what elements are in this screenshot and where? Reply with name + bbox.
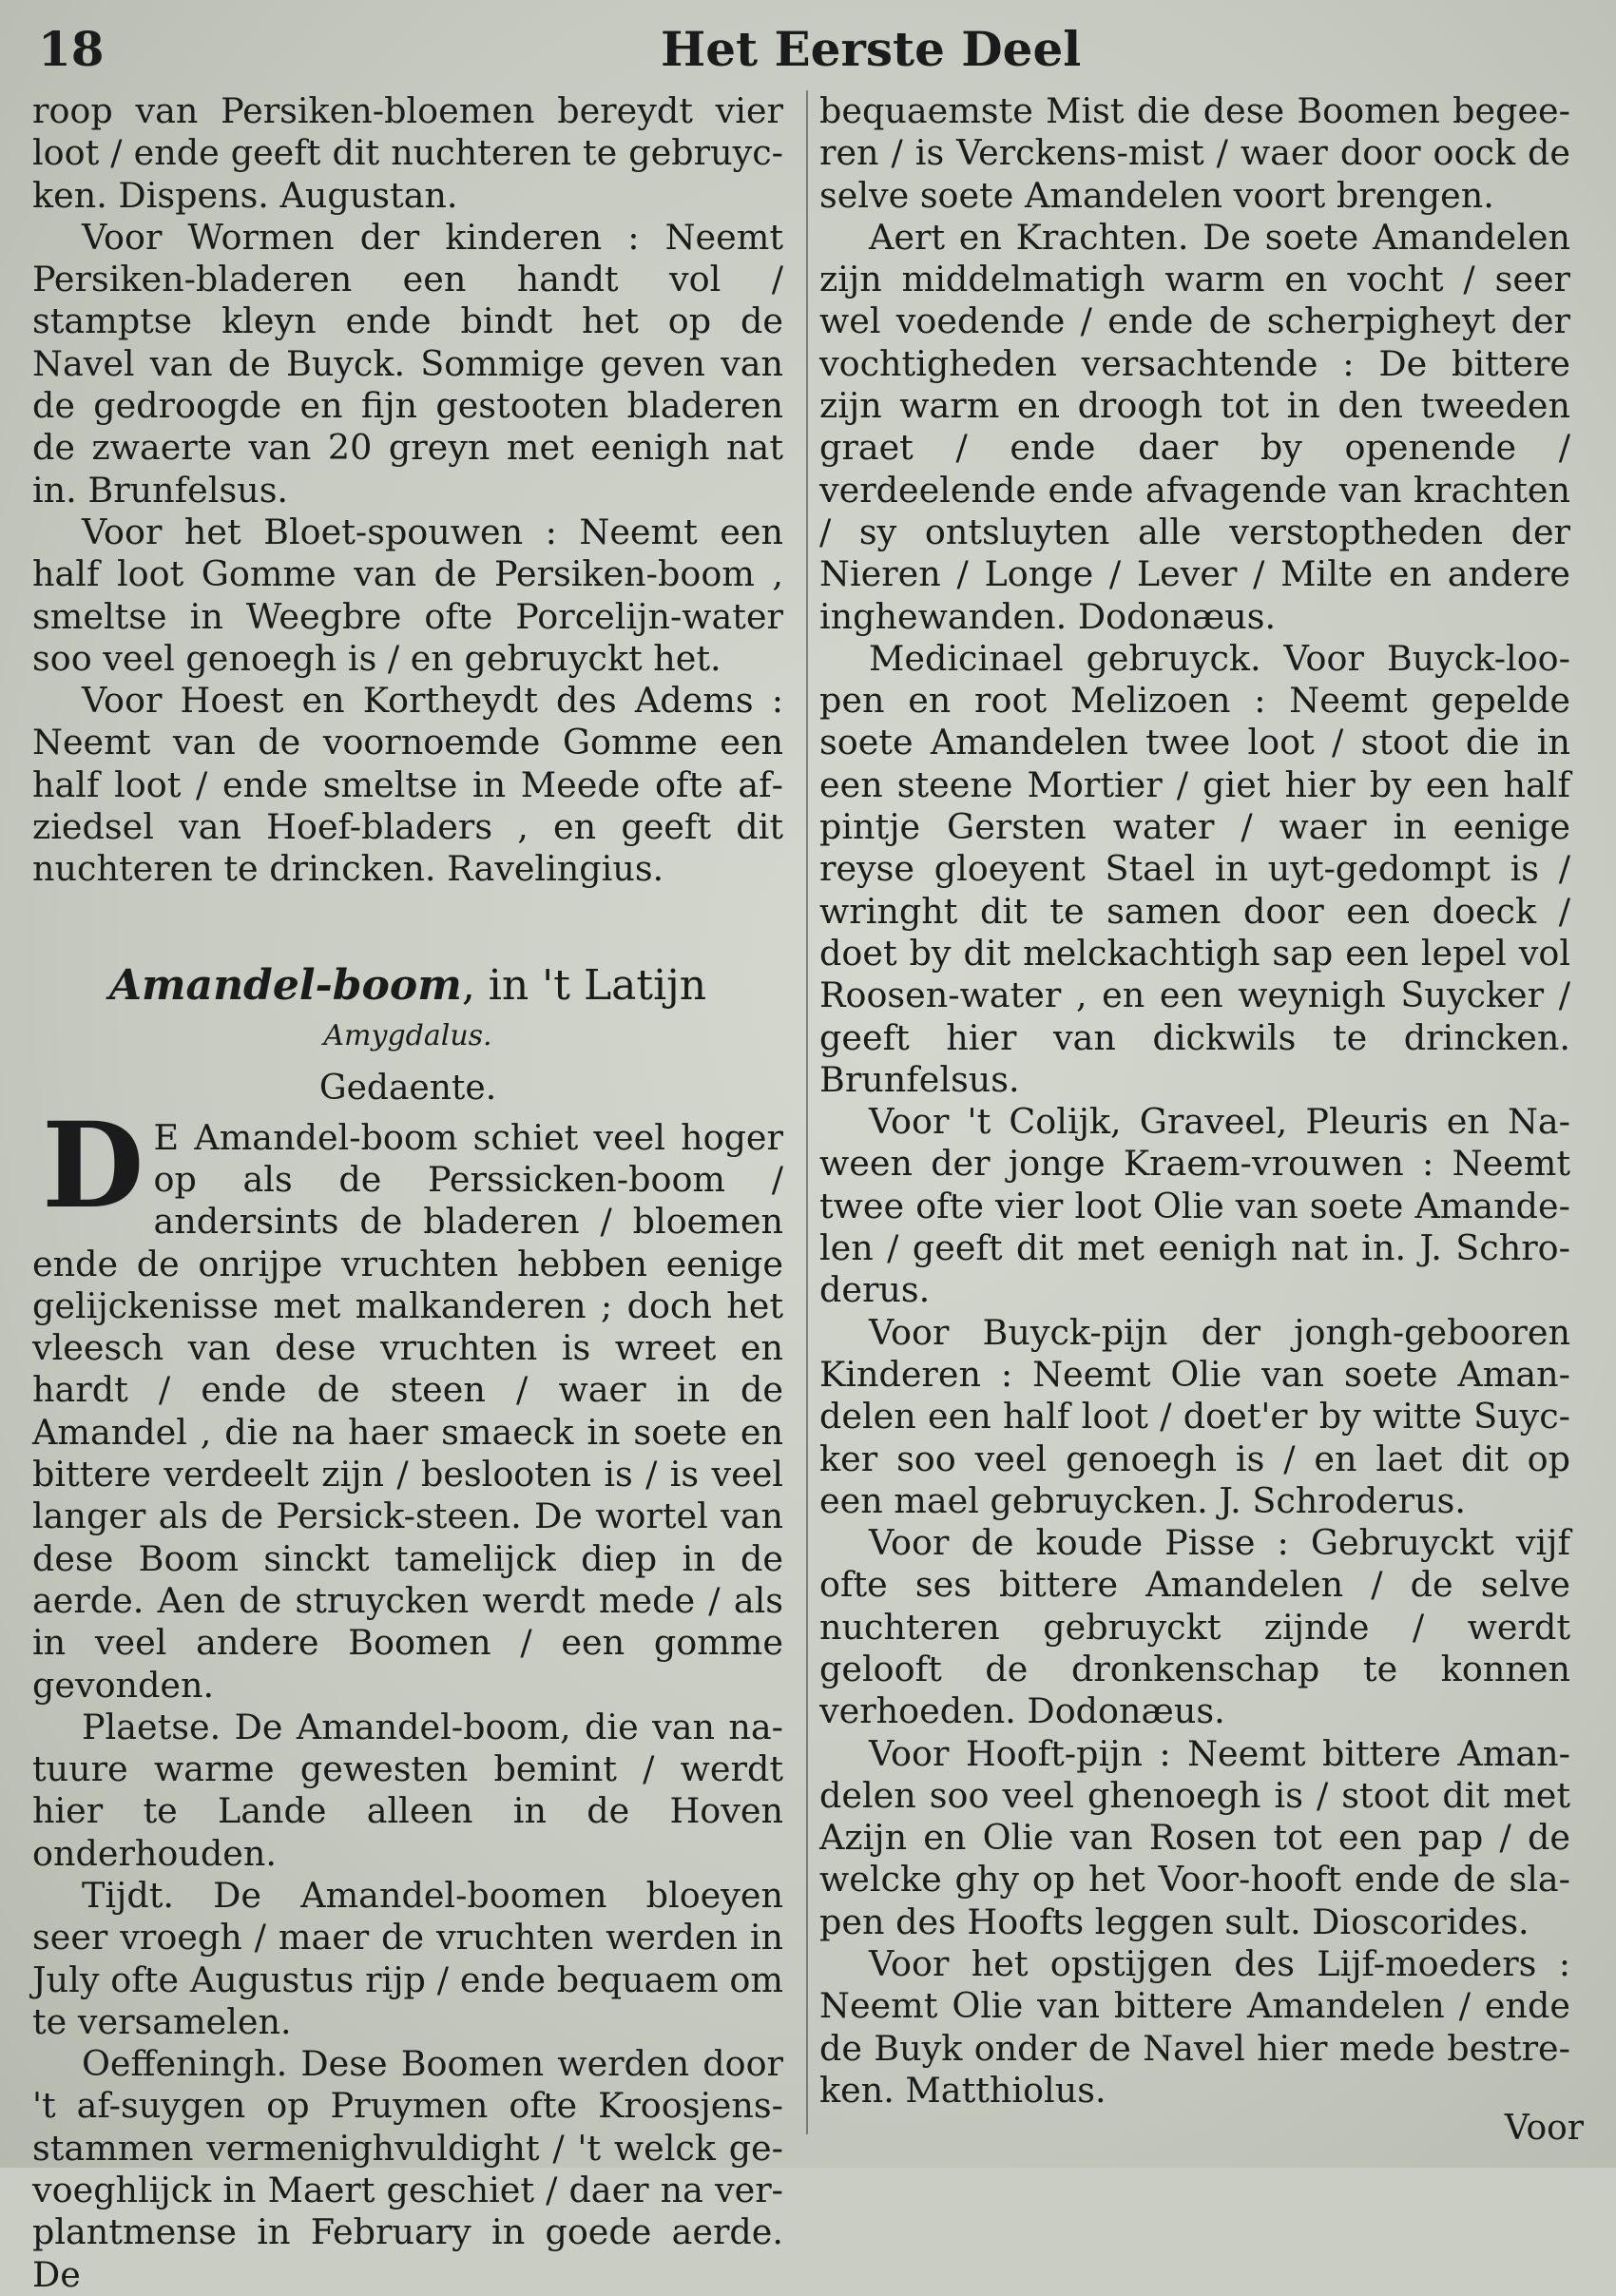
entry-title-rest: , in 't Latijn [461, 960, 707, 1010]
paragraph-buyck-pijn: Voor Buyck-pijn der jongh-gebooren Kinderen : Neemt Olie van soete Amandelen een half loot / doet'er by witte Suycker soo veel genoegh is / en laet dit op een mael gebruycken. J. Schroderus. [819, 1311, 1570, 1521]
entry-title-name: Amandel-boom [108, 960, 462, 1010]
paragraph-plaetse: Plaetse. De Amandel-boom, die van natuure warme gewesten bemint / werdt hier te Lande alleen in de Hoven onderhouden. [32, 1706, 783, 1874]
drop-cap: D [42, 1096, 144, 1235]
latin-name: Amygdalus. [323, 1018, 492, 1052]
paragraph-hooft-pijn: Voor Hooft-pijn : Neemt bittere Amandelen soo veel ghenoegh is / stoot dit met Azijn en Olie van Rosen tot een pap / de welcke ghy op het Voor-hooft ende de slapen des Hoofts leggen sult. Dioscorides. [819, 1732, 1570, 1942]
paragraph-aert-krachten: Aert en Krachten. De soete Amandelen zijn middelmatigh warm en vocht / seer wel voedende / ende de scherpigheyt der vochtigheden versachtende : De bittere zijn warm en droogh tot in den tweeden graet / ende daer by openende / verdeelende ende afvagende van krachten / sy ontsluyten alle verstoptheden der Nieren / Longe / Lever / Milte en andere inghewanden. Dodonæus. [819, 216, 1570, 637]
running-head: Het Eerste Deel [661, 21, 1082, 77]
right-column [819, 90, 1570, 2112]
paragraph-medicinael: Medicinael gebruyck. Voor Buyck-loopen en root Melizoen : Neemt gepelde soete Amandelen twee loot / stoot die in een steene Mortier / giet hier by een half pintje Gersten water / waer in eenige reyse gloeyent Stael in uyt-gedompt is / wringht dit te samen door een doeck / doet by dit melckachtigh sap een lepel vol Roosen-water , en een weynigh Suycker / geeft hier van dickwils te drincken. Brunfelsus. [819, 637, 1570, 1100]
paragraph-continuation: roop van Persiken-bloemen bereydt vier loot / ende geeft dit nuchteren te gebruycken. Dispens. Augustan. [32, 90, 783, 216]
paragraph-mist: bequaemste Mist die dese Boomen begeeren / is Verckens-mist / waer door oock de selve soete Amandelen voort brengen. [819, 90, 1570, 216]
paragraph-oeffeningh: Oeffeningh. Dese Boomen werden door 't af-suygen op Pruymen ofte Kroosjensstammen vermenighvuldight / 't welck gevoeghlijck in Maert geschiet / daer na verplantmense in February in goede aerde. De [32, 2043, 783, 2295]
column-rule [806, 90, 808, 2134]
paragraph-colijk: Voor 't Colijk, Graveel, Pleuris en Naween der jonge Kraem-vrouwen : Neemt twee ofte vier loot Olie van soete Amandelen / geeft dit met eenigh nat in. J. Schroderus. [819, 1101, 1570, 1311]
page-header [38, 21, 1578, 80]
section-heading-gedaente: Gedaente. [318, 1068, 497, 1108]
paragraph-lijf-moeders: Voor het opstijgen des Lijf-moeders : Neemt Olie van bittere Amandelen / ende de Buyk onder de Navel hier mede bestreken. Matthiolus. [819, 1943, 1570, 2111]
paragraph-wormen: Voor Wormen der kinderen : Neemt Persiken-bladeren een handt vol / stamptse kleyn ende bindt het op de Navel van de Buyck. Sommige geven van de gedroogde en fijn gestooten bladeren de zwaerte van 20 greyn met eenigh nat in. Brunfelsus. [32, 216, 783, 511]
paragraph-hoest: Voor Hoest en Kortheydt des Adems : Neemt van de voornoemde Gomme een half loot / ende smeltse in Meede ofte afziedsel van Hoef-bladers , en geeft dit nuchteren te drincken. Ravelingius. [32, 680, 783, 890]
paragraph-gedaente [32, 1096, 783, 1707]
gedaente-text: E Amandel-boom schiet veel hoger op als de Perssicken-boom / andersints de bladeren / bloemen ende de onrijpe vruchten hebben eenige gelijckenisse met malkanderen ; doch het vleesch van dese vruchten is wreet en hardt / ende de steen / waer in de Amandel , die na haer smaeck in soete en bittere verdeelt zijn / beslooten is / is veel langer als de Persick-steen. De wortel van dese Boom sinckt tamelijck diep in de aerde. Aen de struycken werdt mede / als in veel andere Boomen / een gomme gevonden. [32, 1116, 783, 1706]
catchword: Voor [1504, 2109, 1584, 2148]
entry-title [32, 959, 783, 1013]
paragraph-tijdt: Tijdt. De Amandel-boomen bloeyen seer vroegh / maer de vruchten werden in July ofte Augustus rijp / ende bequaem om te versamelen. [32, 1874, 783, 2042]
paragraph-bloet-spouwen: Voor het Bloet-spouwen : Neemt een half loot Gomme van de Persiken-boom , smeltse in Weegbre ofte Porcelijn-water soo veel genoegh is / en gebruyckt het. [32, 511, 783, 679]
paragraph-koude-pisse: Voor de koude Pisse : Gebruyckt vijf ofte ses bittere Amandelen / de selve nuchteren gebruyckt zijnde / werdt gelooft de dronkenschap te konnen verhoeden. Dodonæus. [819, 1522, 1570, 1732]
left-column [32, 90, 783, 2296]
page-number: 18 [38, 21, 105, 77]
